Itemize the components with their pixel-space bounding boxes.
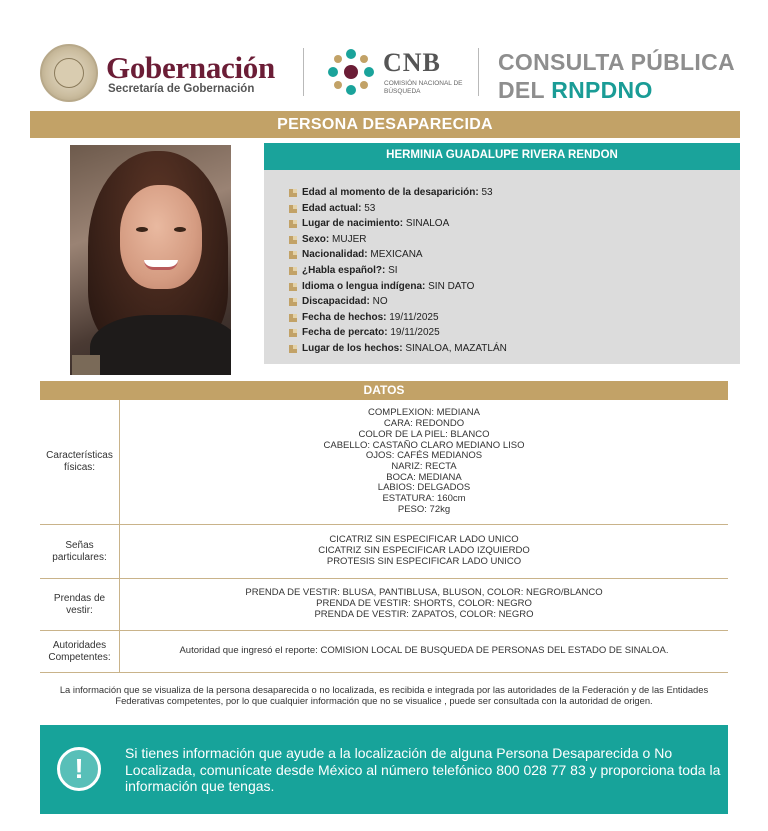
datos-line: OJOS: CAFÉS MEDIANOS (365, 450, 483, 462)
person-field (289, 341, 729, 357)
datos-row-values (120, 631, 728, 672)
datos-row-label: Señas particulares: (40, 525, 120, 578)
datos-line: PESO: 72kg (397, 503, 451, 515)
national-emblem-icon (40, 44, 98, 102)
contact-banner (40, 725, 728, 814)
person-field (289, 216, 729, 232)
field-value: SI (388, 264, 398, 276)
field-value: SINALOA, MAZATLÁN (405, 342, 507, 354)
field-label: Edad al momento de la desaparición: (302, 187, 479, 198)
field-value: MUJER (332, 233, 367, 245)
datos-line: PROTESIS SIN ESPECIFICAR LADO UNICO (326, 555, 522, 567)
datos-line: NARIZ: RECTA (391, 461, 457, 472)
person-field (289, 185, 729, 201)
datos-line: PRENDA DE VESTIR: BLUSA, PANTIBLUSA, BLUSON, COLOR: NEGRO/BLANCO (245, 587, 603, 599)
person-field (289, 310, 729, 326)
datos-line: CICATRIZ SIN ESPECIFICAR LADO UNICO (329, 534, 519, 546)
persona-desaparecida-banner: PERSONA DESAPARECIDA (30, 111, 740, 138)
field-value: 19/11/2025 (389, 311, 439, 323)
exclamation-icon: ! (57, 747, 101, 791)
datos-line: CARA: REDONDO (383, 418, 465, 430)
field-label: Idioma o lengua indígena: (302, 280, 426, 292)
contact-message: Si tienes información que ayude a la localización de alguna Persona Desaparecida o No Localizada, comunícate desde México al número telefónico 800 028 77 83 y proporciona toda la información que tengas. (125, 745, 721, 795)
gobernacion-title: Gobernación (106, 50, 275, 85)
datos-row-values (120, 400, 728, 524)
datos-line: BOCA: MEDIANA (386, 471, 462, 483)
cnb-subtitle: COMISIÓN NACIONAL DE BÚSQUEDA (384, 80, 463, 95)
field-label: Edad actual: (302, 202, 362, 214)
header-divider (303, 48, 304, 96)
bullet-icon (289, 220, 297, 228)
bullet-icon (289, 189, 297, 197)
datos-row-values (120, 525, 728, 578)
bullet-icon (289, 329, 297, 337)
datos-line: PRENDA DE VESTIR: SHORTS, COLOR: NEGRO (316, 598, 532, 610)
datos-row-caracteristicas (40, 400, 728, 525)
header-divider (478, 48, 479, 96)
bullet-icon (289, 236, 297, 244)
bullet-icon (289, 205, 297, 213)
field-label: Nacionalidad: (302, 249, 368, 261)
field-value: NO (372, 296, 388, 308)
field-value: 19/11/2025 (390, 327, 440, 339)
bullet-icon (289, 283, 297, 291)
datos-row-label: Autoridades Competentes: (40, 631, 120, 672)
person-field (289, 247, 729, 263)
datos-row-autoridades (40, 631, 728, 673)
bullet-icon (289, 345, 297, 353)
field-label: Fecha de percato: (302, 327, 388, 339)
bullet-icon (289, 267, 297, 275)
field-value: SINALOA (405, 218, 450, 230)
person-name: HERMINIA GUADALUPE RIVERA RENDON (264, 143, 740, 170)
consulta-prefix: DEL (498, 77, 552, 103)
datos-line: CABELLO: CASTAÑO CLARO MEDIANO LISO (323, 439, 525, 451)
gobernacion-subtitle: Secretaría de Gobernación (108, 83, 255, 95)
datos-line: COMPLEXION: MEDIANA (368, 407, 480, 419)
cnb-logo-icon (325, 46, 377, 98)
field-value: SIN DATO (428, 280, 475, 292)
field-label: ¿Habla español?: (302, 264, 386, 276)
bullet-icon (289, 251, 297, 259)
person-field (289, 279, 729, 295)
bullet-icon (289, 298, 297, 306)
datos-row-label: Prendas de vestir: (40, 579, 120, 630)
bullet-icon (289, 314, 297, 322)
consulta-title-line1: CONSULTA PÚBLICA (498, 49, 735, 75)
datos-line: COLOR DE LA PIEL: BLANCO (358, 428, 490, 440)
datos-row-label: Características físicas: (40, 400, 120, 524)
person-field (289, 294, 729, 310)
field-value: 53 (481, 187, 493, 198)
datos-row-values (120, 579, 728, 630)
disclaimer-text: La información que se visualiza de la persona desaparecida o no localizada, es recibida e integrada por las autoridades de la Federación y de las Entidades Federativas competentes, por lo que cualquier información que no se visualice , puede ser consultada con la autoridad de origen. (59, 684, 709, 707)
rnpdno-highlight: RNPDNO (551, 77, 653, 103)
datos-header: DATOS (40, 381, 728, 400)
cnb-title: CNB (383, 48, 441, 77)
field-label: Lugar de nacimiento: (302, 218, 404, 230)
page-header (0, 0, 768, 108)
field-value: MEXICANA (370, 249, 423, 261)
person-field (289, 263, 729, 279)
field-label: Sexo: (302, 233, 330, 245)
datos-line: CICATRIZ SIN ESPECIFICAR LADO IZQUIERDO (318, 545, 530, 557)
datos-row-senas (40, 525, 728, 579)
field-label: Lugar de los hechos: (302, 342, 403, 354)
person-photo (70, 145, 231, 375)
datos-line: ESTATURA: 160cm (382, 493, 466, 505)
datos-row-prendas (40, 579, 728, 631)
field-value: 53 (364, 202, 376, 214)
person-field (289, 232, 729, 248)
datos-line: PRENDA DE VESTIR: ZAPATOS, COLOR: NEGRO (314, 608, 534, 620)
person-field (289, 201, 729, 217)
datos-line: Autoridad que ingresó el reporte: COMISION LOCAL DE BUSQUEDA DE PERSONAS DEL ESTADO DE SINALOA. (179, 645, 669, 657)
field-label: Fecha de hechos: (302, 311, 387, 323)
datos-line: LABIOS: DELGADOS (377, 482, 471, 494)
field-label: Discapacidad: (302, 296, 370, 308)
consulta-title-line2 (498, 77, 653, 104)
person-field (289, 325, 729, 341)
person-fields-list (289, 185, 729, 357)
